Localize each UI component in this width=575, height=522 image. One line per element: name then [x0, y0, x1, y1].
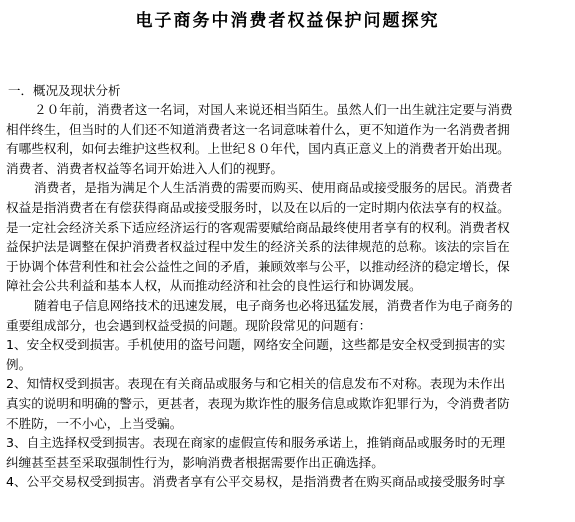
text-line: 消费者、消费者权益等名词开始进入人们的视野。	[6, 160, 284, 176]
text-line: 3、自主选择权受到损害。表现在商家的虚假宣传和服务承诺上，推销商品或服务时的无理	[6, 435, 506, 451]
text-line: 于协调个体营利性和社会公益性之间的矛盾，兼顾效率与公平，以推动经济的稳定增长，保	[6, 258, 510, 274]
text-line: 有哪些权利，如何去维护这些权利。上世纪８０年代，国内真正意义上的消费者开始出现。	[6, 141, 510, 157]
text-line: 消费者，是指为满足个人生活消费的需要而购买、使用商品或接受服务的居民。消费者	[34, 180, 513, 196]
text-line: 益保护法是调整在保护消费者权益过程中发生的经济关系的法律规范的总称。该法的宗旨在	[6, 239, 510, 255]
text-line: 不胜防，一不小心，上当受骗。	[6, 415, 183, 431]
text-line: 1、安全权受到损害。手机使用的盗号问题，网络安全问题，这些都是安全权受到损害的实	[6, 337, 506, 353]
text-line: 真实的说明和明确的警示，更甚者，表现为欺诈性的服务信息或欺诈犯罪行为，令消费者防	[6, 395, 510, 411]
document-title: 电子商务中消费者权益保护问题探究	[135, 11, 440, 31]
text-line: 权益是指消费者在有偿获得商品或接受服务时，以及在以后的一定时期内依法享有的权益。	[6, 199, 510, 215]
text-line: 随着电子信息网络技术的迅速发展，电子商务也必将迅猛发展，消费者作为电子商务的	[34, 297, 513, 313]
text-line: 相伴终生，但当时的人们还不知道消费者这一名词意味着什么，更不知道作为一名消费者拥	[6, 121, 510, 137]
text-line: 4、公平交易权受到损害。消费者享有公平交易权，是指消费者在购买商品或接受服务时享	[6, 474, 506, 490]
text-line: 是一定社会经济关系下适应经济运行的客观需要赋给商品最终使用者享有的权利。消费者权	[6, 219, 510, 235]
text-line: 2、知情权受到损害。表现在有关商品或服务与和它相关的信息发布不对称。表现为未作出	[6, 376, 506, 392]
document-body	[0, 100, 575, 492]
section-heading: 一．概况及现状分析	[8, 83, 121, 98]
text-line: 障社会公共利益和基本人权，从而推动经济和社会的良性运行和协调发展。	[6, 278, 422, 294]
text-line: 例。	[6, 356, 32, 372]
text-line: ２０年前，消费者这一名词，对国人来说还相当陌生。虽然人们一出生就注定要与消费	[34, 102, 513, 117]
text-line: 重要组成部分，也会遇到权益受损的问题。现阶段常见的问题有：	[6, 317, 372, 333]
text-line: 纠缠甚至甚至采取强制性行为，影响消费者根据需要作出正确选择。	[6, 454, 384, 470]
